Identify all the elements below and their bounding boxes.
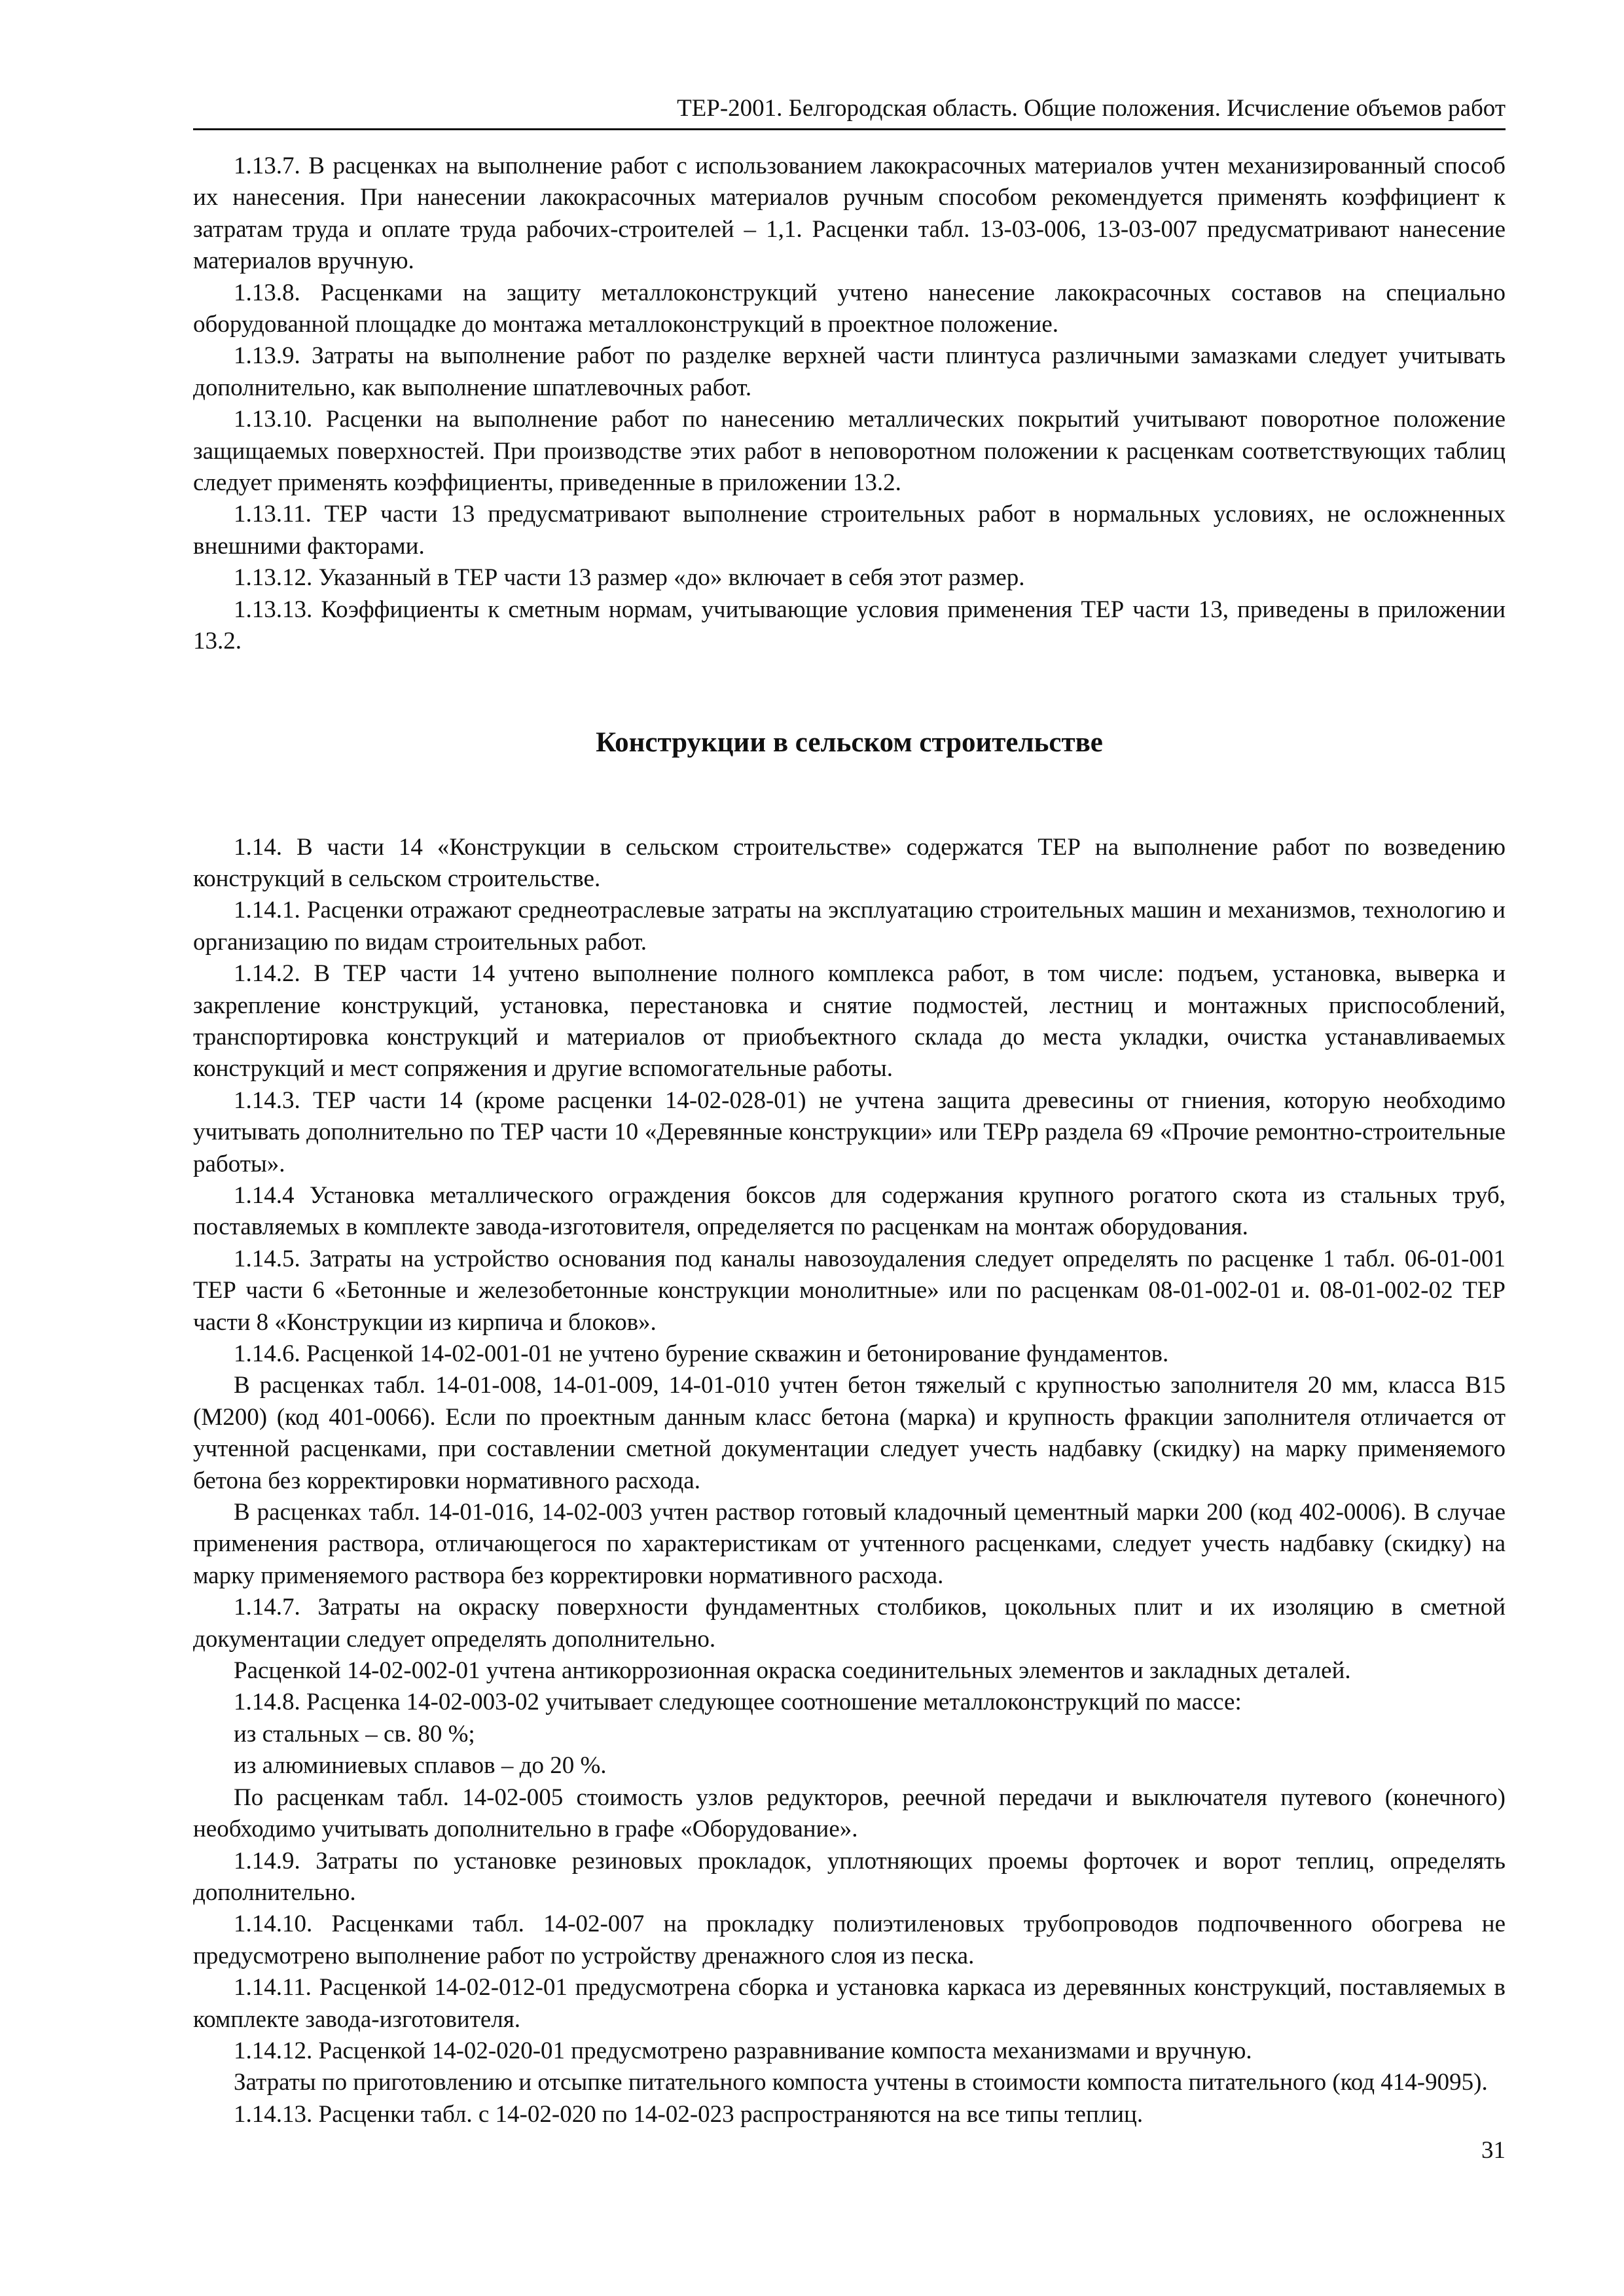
paragraph: Затраты по приготовлению и отсыпке питательного компоста учтены в стоимости компоста питательного (код 414-9095). (234, 2069, 1488, 2096)
paragraph: 1.14.10. Расценками табл. 14-02-007 на прокладку полиэтиленовых трубопроводов подпочвенного обогрева не предусмотрено выполнение работ по устройству дренажного слоя из песка. (193, 1910, 1506, 1969)
paragraph: 1.13.7. В расценках на выполнение работ с использованием лакокрасочных материалов учтен механизированный способ их нанесения. При нанесении лакокрасочных материалов ручным способом рекомендуется применять коэффициент к затратам труда и оплате труда рабочих-строителей – 1,1. Расценки табл. 13-03-006, 13-03-007 предусматривают нанесение материалов вручную. (193, 152, 1506, 275)
paragraph: 1.13.9. Затраты на выполнение работ по разделке верхней части плинтуса различными замазками следует учитывать дополнительно, как выполнение шпатлевочных работ. (193, 342, 1506, 401)
paragraph: из стальных – св. 80 %; (234, 1720, 475, 1748)
paragraph: 1.13.13. Коэффициенты к сметным нормам, учитывающие условия применения ТЕР части 13, приведены в приложении 13.2. (193, 596, 1506, 655)
paragraph: 1.14.1. Расценки отражают среднеотраслевые затраты на эксплуатацию строительных машин и механизмов, технологию и организацию по видам строительных работ. (193, 897, 1506, 956)
paragraph: из алюминиевых сплавов – до 20 %. (234, 1752, 607, 1780)
paragraph: 1.14.3. ТЕР части 14 (кроме расценки 14-02-028-01) не учтена защита древесины от гниения, которую необходимо учитывать дополнительно по ТЕР части 10 «Деревянные конструкции» или ТЕРр раздела 69 «Прочие ремонтно-строительные работы». (193, 1086, 1506, 1177)
paragraph: В расценках табл. 14-01-008, 14-01-009, 14-01-010 учтен бетон тяжелый с крупностью заполнителя 20 мм, класса В15 (М200) (код 401-0066). Если по проектным данным класс бетона (марка) и крупность фракции заполнителя отличается от учтенной расценками, при составлении сметной документации следует учесть надбавку (скидку) на марку применяемого бетона без корректировки нормативного расхода. (193, 1372, 1506, 1494)
paragraph: 1.14.4 Установка металлического ограждения боксов для содержания крупного рогатого скота из стальных труб, поставляемых в комплекте завода-изготовителя, определяется по расценкам на монтаж оборудования. (193, 1181, 1506, 1241)
paragraph: 1.14.2. В ТЕР части 14 учтено выполнение полного комплекса работ, в том числе: подъем, установка, выверка и закрепление конструкций, установка, перестановка и снятие подмостей, лестниц и монтажных приспособлений, транспортировка конструкций и материалов от приобъектного склада до места укладки, очистка устанавливаемых конструкций и мест сопряжения и другие вспомогательные работы. (193, 960, 1506, 1083)
paragraph: 1.14.13. Расценки табл. с 14-02-020 по 14-02-023 распространяются на все типы теплиц. (234, 2100, 1144, 2128)
paragraph: 1.14.11. Расценкой 14-02-012-01 предусмотрена сборка и установка каркаса из деревянных конструкций, поставляемых в комплекте завода-изготовителя. (193, 1974, 1506, 2033)
paragraph: 1.14.6. Расценкой 14-02-001-01 не учтено бурение скважин и бетонирование фундаментов. (234, 1340, 1169, 1367)
section-13-paragraphs (193, 151, 1506, 658)
paragraph: 1.13.11. ТЕР части 13 предусматривают выполнение строительных работ в нормальных условиях, не осложненных внешними факторами. (193, 501, 1506, 560)
paragraph: 1.14.9. Затраты по установке резиновых прокладок, уплотняющих проемы форточек и ворот теплиц, определять дополнительно. (193, 1847, 1506, 1906)
paragraph: 1.13.10. Расценки на выполнение работ по нанесению металлических покрытий учитывают поворотное положение защищаемых поверхностей. При производстве этих работ в неповоротном положении к расценкам соответствующих таблиц следует применять коэффициенты, приведенные в приложении 13.2. (193, 406, 1506, 497)
paragraph: Расценкой 14-02-002-01 учтена антикоррозионная окраска соединительных элементов и закладных деталей. (234, 1657, 1351, 1685)
paragraph: 1.14.8. Расценка 14-02-003-02 учитывает следующее соотношение металлоконструкций по массе: (234, 1689, 1242, 1716)
section-heading: Конструкции в сельском строительстве (596, 726, 1103, 758)
paragraph: 1.14.12. Расценкой 14-02-020-01 предусмотрено разравнивание компоста механизмами и вручную. (234, 2037, 1252, 2064)
page-number: 31 (1481, 2137, 1506, 2164)
document-body (193, 151, 1506, 2130)
paragraph: 1.14.7. Затраты на окраску поверхности фундаментных столбиков, цокольных плит и их изоляцию в сметной документации следует определять дополнительно. (193, 1594, 1506, 1653)
paragraph: 1.14.5. Затраты на устройство основания под каналы навозоудаления следует определять по расценке 1 табл. 06-01-001 ТЕР части 6 «Бетонные и железобетонные конструкции монолитные» или по расценкам 08-01-002-01 и. 08-01-002-02 ТЕР части 8 «Конструкции из кирпича и блоков». (193, 1245, 1506, 1336)
paragraph: По расценкам табл. 14-02-005 стоимость узлов редукторов, реечной передачи и выключателя путевого (конечного) необходимо учитывать дополнительно в графе «Оборудование». (193, 1784, 1506, 1843)
running-header: ТЕР-2001. Белгородская область. Общие положения. Исчисление объемов работ (193, 93, 1506, 130)
paragraph: 1.14. В части 14 «Конструкции в сельском строительстве» содержатся ТЕР на выполнение работ по возведению конструкций в сельском строительстве. (193, 833, 1506, 892)
paragraph: 1.13.8. Расценками на защиту металлоконструкций учтено нанесение лакокрасочных составов на специально оборудованной площадке до монтажа металлоконструкций в проектное положение. (193, 279, 1506, 338)
paragraph: 1.13.12. Указанный в ТЕР части 13 размер «до» включает в себя этот размер. (234, 564, 1025, 592)
paragraph: В расценках табл. 14-01-016, 14-02-003 учтен раствор готовый кладочный цементный марки 200 (код 402-0006). В случае применения раствора, отличающегося по характеристикам от учтенного расценками, следует учесть надбавку (скидку) на марку применяемого раствора без корректировки нормативного расхода. (193, 1499, 1506, 1589)
section-14-paragraphs (193, 832, 1506, 2131)
